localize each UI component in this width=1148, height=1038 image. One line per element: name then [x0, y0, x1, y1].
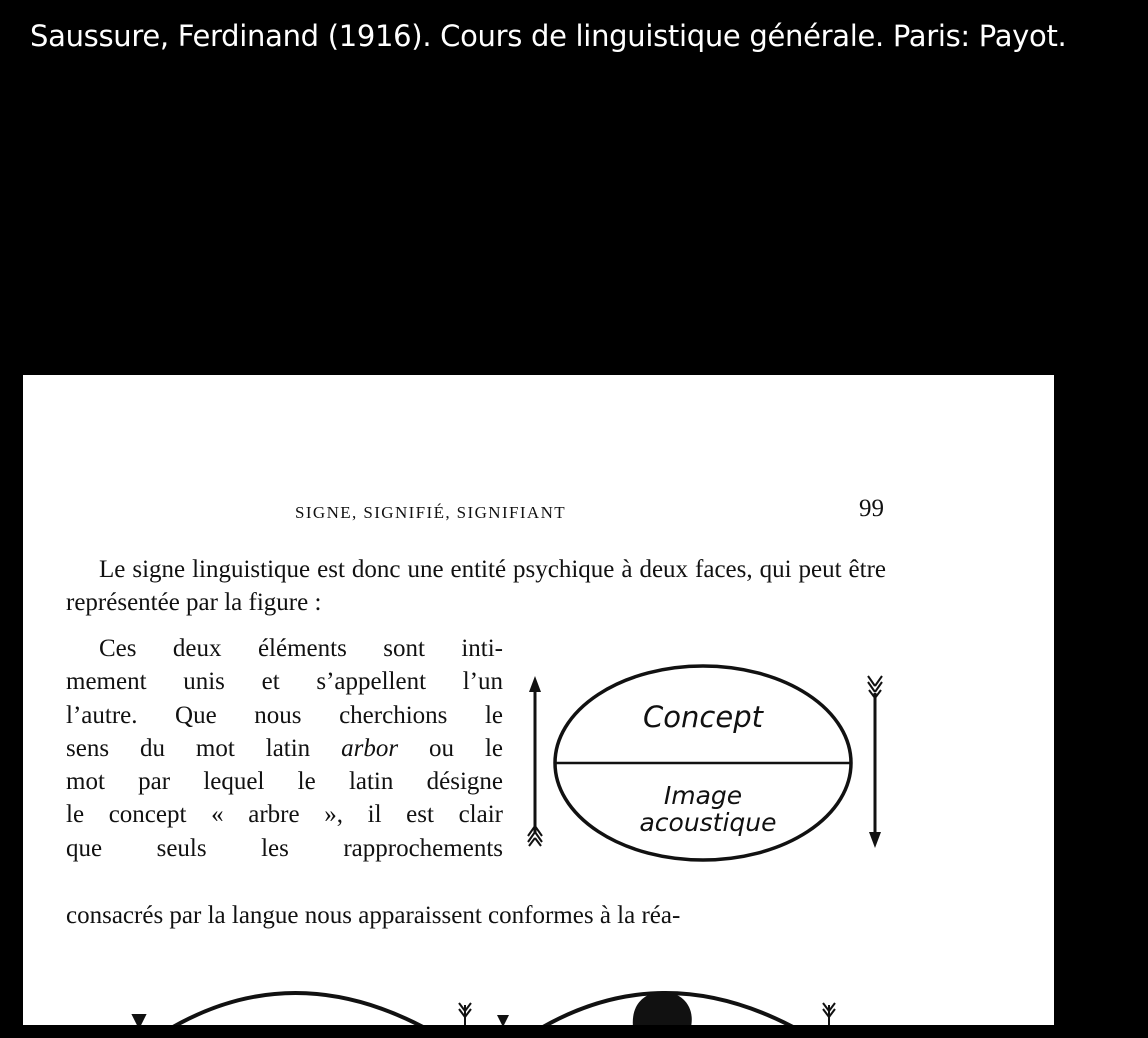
arrow-up-icon	[528, 676, 542, 846]
paragraph-2-line: mot par lequel le latin désigne	[66, 768, 503, 796]
arrow-up-icon	[497, 1015, 509, 1025]
signifier-label-line1: Image	[663, 781, 743, 810]
paragraph-2-line: mement unis et s’appellent l’un	[66, 668, 503, 696]
next-figures-drawing	[23, 965, 1054, 1025]
book-page	[23, 375, 1054, 1025]
page-number: 99	[859, 495, 884, 522]
signified-label: Concept	[643, 700, 763, 734]
arrow-feather-icon	[459, 1003, 471, 1025]
paragraph-2-line: l’autre. Que nous cherchions le	[66, 701, 503, 729]
arrow-up-icon	[133, 1015, 145, 1025]
paragraph-2-line: Ces deux éléments sont inti-	[99, 635, 503, 662]
sign-diagram	[518, 658, 898, 898]
signifier-label-line2: acoustique	[639, 808, 777, 837]
image-caption: Saussure, Ferdinand (1916). Cours de linguistique générale. Paris: Payot.	[30, 19, 1067, 53]
paragraph-2-line: que seuls les rapprochements	[66, 834, 503, 862]
next-figures-partial	[23, 965, 1054, 1025]
arrow-down-icon	[868, 676, 882, 848]
paragraph-2-line: le concept « arbre », il est clair	[66, 801, 503, 829]
paragraph-3: consacrés par la langue nous apparaissent conformes à la réa-	[66, 902, 681, 929]
partial-ellipse-left	[173, 993, 423, 1025]
running-head: SIGNE, SIGNIFIÉ, SIGNIFIANT	[295, 503, 567, 522]
arrow-feather-icon	[823, 1003, 835, 1025]
paragraph-2-line	[66, 732, 503, 765]
paragraph-2	[66, 632, 503, 865]
paragraph-1-text: Le signe linguistique est donc une entité psychique à deux faces, qui peut être représentée par la figure :	[66, 556, 886, 616]
paragraph-2-line-part: ou le	[429, 734, 504, 762]
paragraph-2-line-part: sens du mot latin	[66, 734, 311, 762]
sign-diagram-drawing	[518, 658, 898, 898]
latin-word-arbor: arbor	[341, 734, 399, 762]
paragraph-1	[66, 553, 886, 619]
